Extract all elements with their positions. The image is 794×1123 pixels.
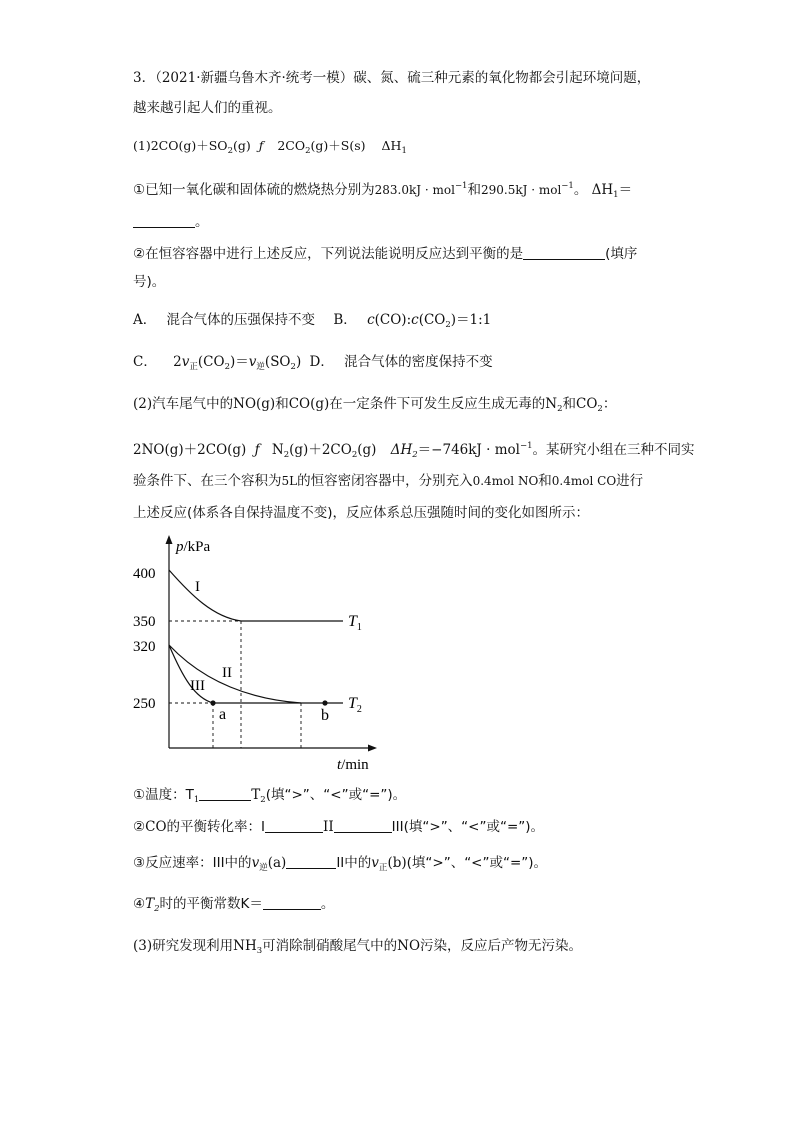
question-2: ②CO的平衡转化率：I II III(填“>”、“<”或“=”)。 <box>133 819 545 835</box>
point-b-label: b <box>321 707 329 724</box>
y-tick-label: 400 <box>133 566 156 582</box>
part3: (3)研究发现利用$NH_3$可消除制硝酸尾气中的NO污染，反应后产物无污染。 <box>133 938 583 956</box>
answer-blank[interactable] <box>199 786 251 801</box>
question-3: ③反应速率：III中的$v_逆(a)$ II中的$v_正(b)$(填“>”、“<”或“=”)。 <box>133 855 548 873</box>
part1-q2: ②在恒容容器中进行上述反应，下列说法能说明反应达到平衡的是 (填序 <box>133 246 638 262</box>
part1-q2-line2: 号)。 <box>133 274 166 290</box>
part1-reaction: $(1)2CO(g)+SO_2(g)$ ƒ $2CO_2(g)+S(s)$ $\Delta H_1$ <box>133 138 407 156</box>
problem-header <box>133 68 650 88</box>
series-III-label: III <box>190 678 205 694</box>
problem-intro-2: 越来越引起人们的重视。 <box>133 100 282 116</box>
options-ab: A． 混合气体的压强保持不变 B． $c(CO):c(CO_2)=1:1$ <box>133 312 492 330</box>
series-III-curve <box>169 645 213 703</box>
part2-line4: 上述反应(体系各自保持温度不变)，反应体系总压强随时间的变化如图所示： <box>133 505 590 521</box>
problem-source: （2021·新疆乌鲁木齐·统考一模） <box>155 70 354 86</box>
series-I-curve <box>169 570 241 621</box>
x-axis-label: t/min <box>337 757 369 773</box>
option-d-text: 混合气体的密度保持不变 <box>344 354 493 370</box>
option-c-label: C． <box>133 354 157 370</box>
part1-q1: ①已知一氧化碳和固体硫的燃烧热分别为283.0kJ · mol$^{-1}$和290.5kJ · mol$^{-1}$。 $\Delta H_1=$ <box>133 181 633 200</box>
y-tick-label: 320 <box>133 639 156 655</box>
series-I-label: I <box>195 579 200 595</box>
answer-blank[interactable] <box>523 245 605 260</box>
y-axis-arrow <box>166 535 173 544</box>
point-b <box>322 700 327 705</box>
option-d-label: D． <box>309 354 334 370</box>
series-II-label: II <box>222 665 232 681</box>
point-a <box>210 700 215 705</box>
question-4: $④T_2$时的平衡常数K＝ 。 <box>133 896 335 914</box>
equilibrium-arrow: ƒ <box>258 138 264 153</box>
problem-number: 3． <box>133 70 156 86</box>
point-a-label: a <box>219 706 227 723</box>
option-a-label: A． <box>133 312 157 328</box>
x-axis-arrow <box>368 745 377 752</box>
y-tick-label: 250 <box>133 696 156 712</box>
curve-label-t2: $T_2$ <box>348 695 362 715</box>
part2-intro: (2)汽车尾气中的NO(g)和CO(g)在一定条件下可发生反应生成无毒的$N_2$和$CO_2$： <box>133 396 617 414</box>
curve-label-t1: $T_1$ <box>348 613 362 633</box>
problem-intro: 碳、氮、硫三种元素的氧化物都会引起环境问题， <box>353 70 651 86</box>
answer-blank[interactable] <box>265 818 323 833</box>
options-cd: C． $2v_正(CO_2)=v_逆(SO_2)$ D． 混合气体的密度保持不变 <box>133 354 493 372</box>
question-1: ①温度：$T_1$ $T_2$(填“>”、“<”或“=”)。 <box>133 787 407 805</box>
answer-blank[interactable] <box>334 818 392 833</box>
part2-line3: 验条件下、在三个容积为5L的恒容密闭容器中，分别充入0.4mol NO和0.4mol CO进行 <box>133 473 644 489</box>
series-II-curve <box>169 645 301 703</box>
answer-blank[interactable] <box>286 854 336 869</box>
option-b-label: B． <box>333 312 357 328</box>
option-a-text: 混合气体的压强保持不变 <box>166 312 316 328</box>
answer-blank[interactable] <box>263 895 321 910</box>
y-axis-label: p/kPa <box>176 539 211 555</box>
answer-blank[interactable] <box>133 213 195 228</box>
pressure-time-chart <box>133 533 393 778</box>
equilibrium-arrow: ƒ <box>254 442 260 458</box>
y-tick-label: 350 <box>133 614 156 630</box>
part2-reaction: 2NO(g)＋2CO(g) ƒ $N_2(g)+2CO_2(g) \Delta H_2=-746kJ \cdot mol^{-1}$。某研究小组在三种不同实 <box>133 441 695 460</box>
part1-q1-answer: 。 <box>133 212 209 232</box>
